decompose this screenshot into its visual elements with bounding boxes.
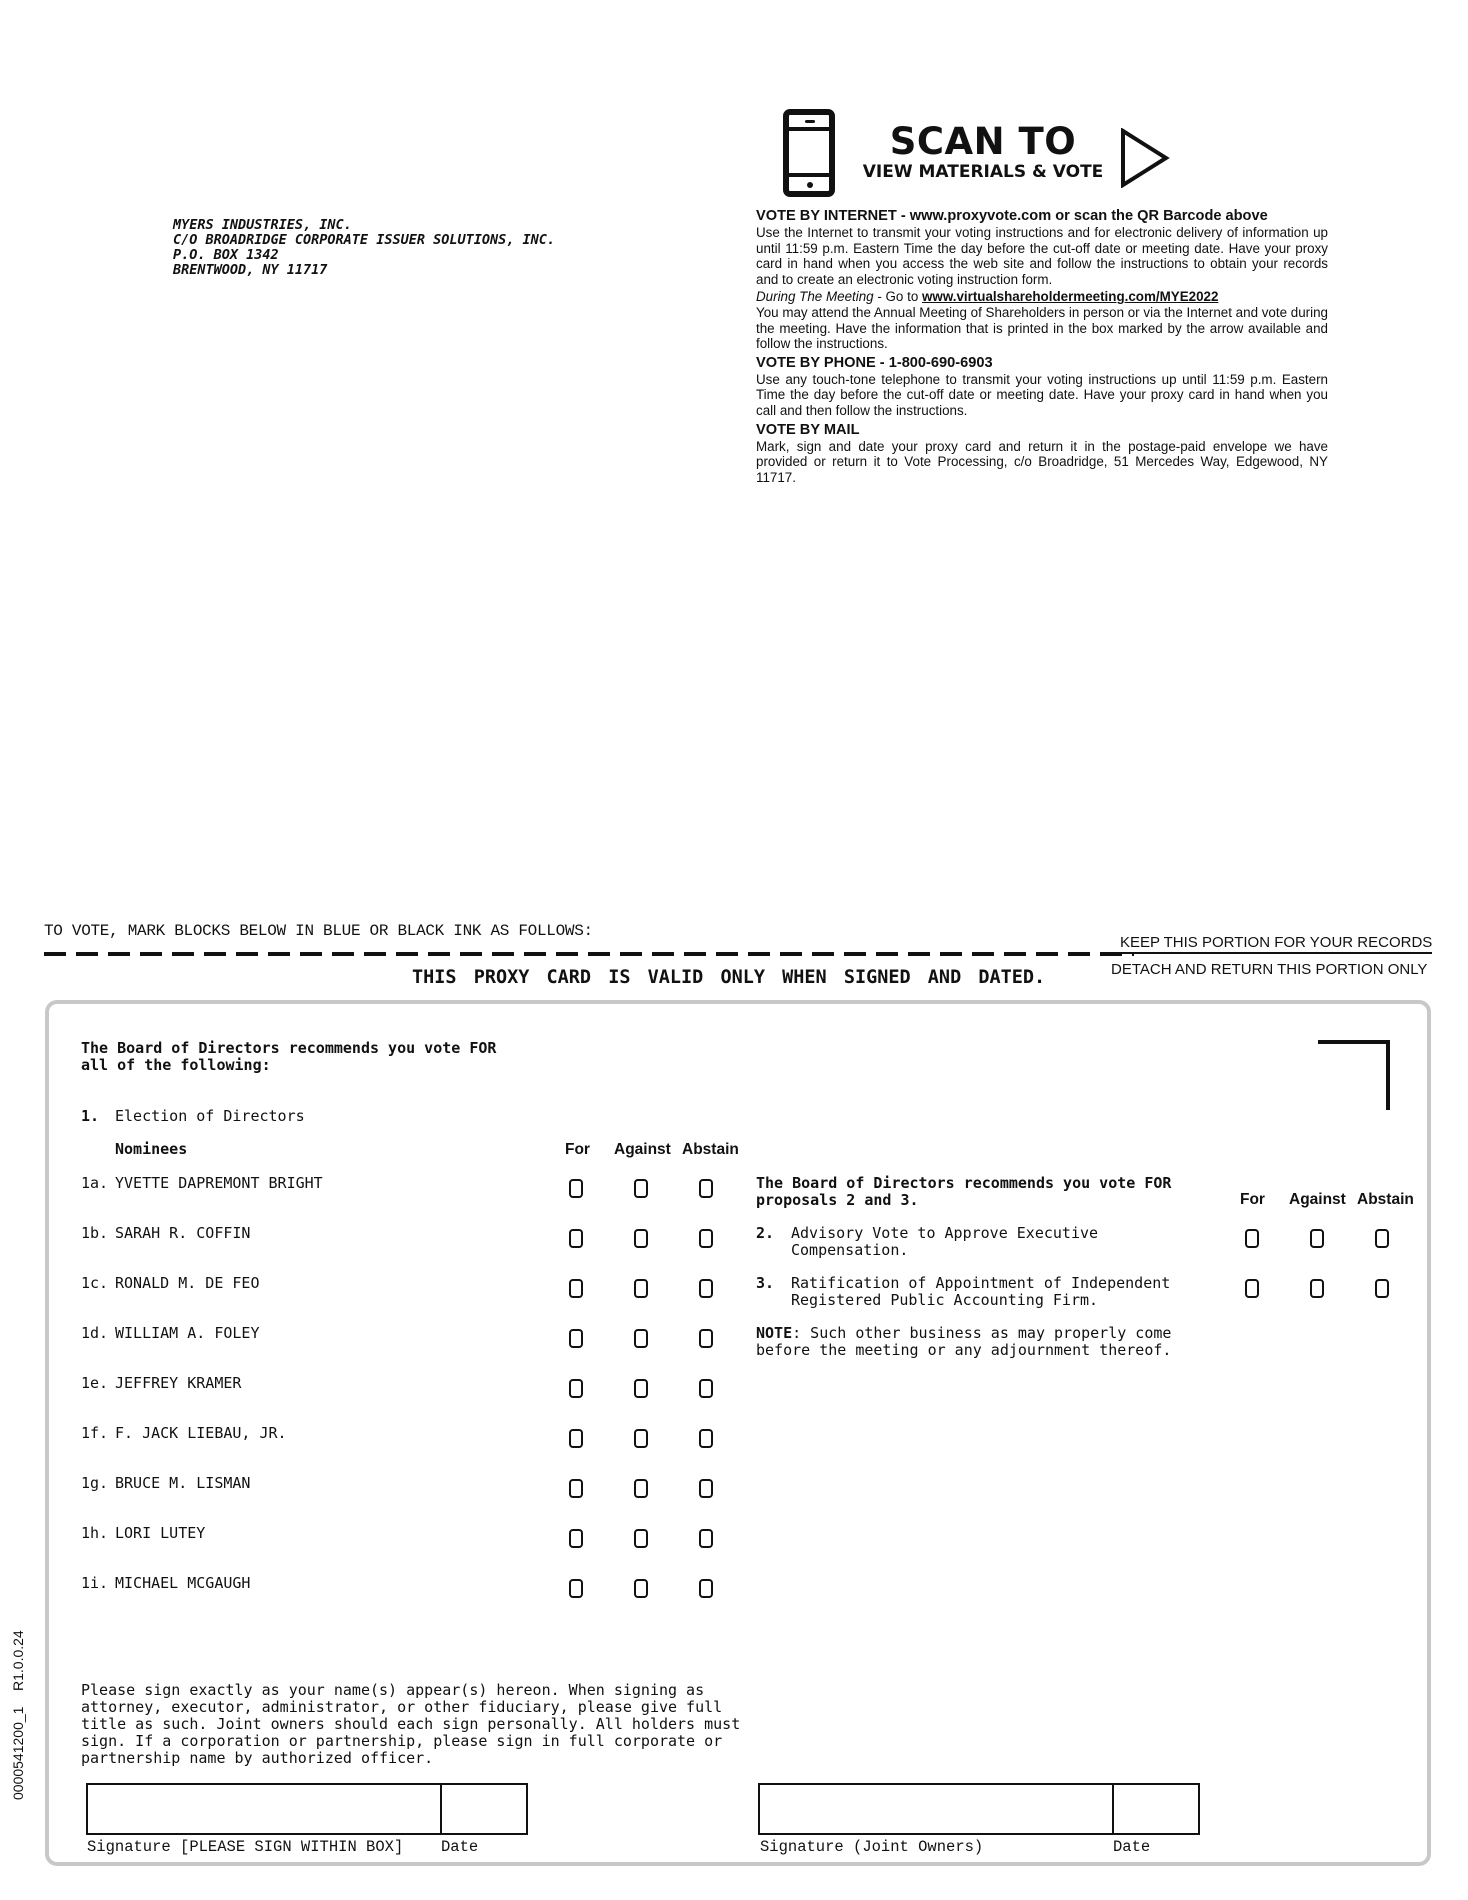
note-label: NOTE — [756, 1324, 793, 1342]
joint-date-box[interactable] — [1112, 1783, 1200, 1835]
nominee-for-checkbox[interactable] — [569, 1329, 583, 1348]
item-1-label: Election of Directors — [115, 1107, 305, 1125]
signature-box[interactable] — [86, 1783, 442, 1835]
nominee-against-checkbox[interactable] — [634, 1329, 648, 1348]
item-1-number: 1. — [81, 1107, 100, 1125]
joint-date-label: Date — [1113, 1838, 1151, 1856]
nominee-against-checkbox[interactable] — [634, 1179, 648, 1198]
address-line: BRENTWOOD, NY 11717 — [173, 262, 328, 278]
nominee-against-checkbox[interactable] — [634, 1529, 648, 1548]
sign-instruction-line: title as such. Joint owners should each sign personally. All holders must — [81, 1715, 741, 1733]
proposal-3-text: Ratification of Appointment of Independent — [791, 1274, 1171, 1292]
nominee-code: 1i. — [81, 1574, 109, 1592]
sign-instruction-line: sign. If a corporation or partnership, please sign in full corporate or — [81, 1732, 723, 1750]
nominee-name: SARAH R. COFFIN — [115, 1224, 251, 1242]
nominee-against-checkbox[interactable] — [634, 1429, 648, 1448]
proposal-3-for-checkbox[interactable] — [1245, 1279, 1259, 1298]
nominee-code: 1c. — [81, 1274, 109, 1292]
note-text-cont: before the meeting or any adjournment thereof. — [756, 1341, 1172, 1359]
nominee-against-checkbox[interactable] — [634, 1579, 648, 1598]
mailing-address — [173, 218, 555, 278]
nominee-name: JEFFREY KRAMER — [115, 1374, 242, 1392]
scan-subtitle: VIEW MATERIALS & VOTE — [862, 162, 1104, 182]
nominee-code: 1b. — [81, 1224, 109, 1242]
proposal-3-abstain-checkbox[interactable] — [1375, 1279, 1389, 1298]
col-abstain-header: Abstain — [682, 1141, 739, 1158]
board-recommendation-1-cont: all of the following: — [81, 1056, 271, 1074]
sign-instruction-line: Please sign exactly as your name(s) appear(s) hereon. When signing as — [81, 1681, 705, 1699]
signature-label: Signature [PLEASE SIGN WITHIN BOX] — [87, 1838, 404, 1856]
meeting-text: You may attend the Annual Meeting of Shareholders in person or via the Internet and vote during the meeting. Have the information that is printed in the box marked by the arrow available and follow the instructions. — [756, 304, 1328, 352]
nominee-for-checkbox[interactable] — [569, 1379, 583, 1398]
proposal-2-abstain-checkbox[interactable] — [1375, 1229, 1389, 1248]
nominee-name: YVETTE DAPREMONT BRIGHT — [115, 1174, 323, 1192]
vote-internet-text: Use the Internet to transmit your voting instructions and for electronic delivery of information up until 11:59 p.m. Eastern Time the day before the cut-off date or meeting date. Have your proxy card in hand when you access the web site and follow the instructions to obtain your records and to create an electronic voting instruction form. — [756, 225, 1328, 287]
nominee-name: BRUCE M. LISMAN — [115, 1474, 251, 1492]
nominee-abstain-checkbox[interactable] — [699, 1579, 713, 1598]
col-against-header: Against — [614, 1141, 671, 1158]
board-recommendation-1: The Board of Directors recommends you vote FOR — [81, 1039, 497, 1057]
date-label: Date — [441, 1838, 479, 1856]
nominee-code: 1g. — [81, 1474, 109, 1492]
nominee-abstain-checkbox[interactable] — [699, 1179, 713, 1198]
nominee-for-checkbox[interactable] — [569, 1479, 583, 1498]
proposal-2-text-cont: Compensation. — [791, 1241, 909, 1259]
address-line: MYERS INDUSTRIES, INC. — [173, 217, 352, 233]
proposal-2-against-checkbox[interactable] — [1310, 1229, 1324, 1248]
nominee-code: 1h. — [81, 1524, 109, 1542]
address-line: C/O BROADRIDGE CORPORATE ISSUER SOLUTIONS, INC. — [173, 232, 556, 248]
note-text — [756, 1325, 1171, 1341]
address-line: P.O. BOX 1342 — [173, 247, 279, 263]
nominee-abstain-checkbox[interactable] — [699, 1329, 713, 1348]
nominee-for-checkbox[interactable] — [569, 1229, 583, 1248]
sign-instruction-line: partnership name by authorized officer. — [81, 1749, 434, 1767]
proposal-2-text: Advisory Vote to Approve Executive — [791, 1224, 1099, 1242]
meeting-line — [756, 289, 1328, 305]
nominee-for-checkbox[interactable] — [569, 1279, 583, 1298]
meeting-label: During The Meeting — [756, 289, 874, 305]
detach-return-label: DETACH AND RETURN THIS PORTION ONLY — [1111, 961, 1428, 978]
signature-date-box[interactable] — [440, 1783, 528, 1835]
proposal-3-number: 3. — [756, 1274, 775, 1292]
proposal-3-text-cont: Registered Public Accounting Firm. — [791, 1291, 1099, 1309]
keep-portion-label: KEEP THIS PORTION FOR YOUR RECORDS — [1120, 934, 1432, 954]
scan-title: SCAN TO — [889, 120, 1077, 163]
document-code: 0000541200_1 R1.0.0.24 — [10, 1630, 26, 1800]
nominee-abstain-checkbox[interactable] — [699, 1379, 713, 1398]
joint-signature-label: Signature (Joint Owners) — [760, 1838, 984, 1856]
to-vote-instruction: TO VOTE, MARK BLOCKS BELOW IN BLUE OR BLACK INK AS FOLLOWS: — [44, 922, 593, 940]
meeting-goto: - Go to — [873, 289, 922, 305]
proposal-2-number: 2. — [756, 1224, 775, 1242]
nominee-against-checkbox[interactable] — [634, 1479, 648, 1498]
vote-mail-text: Mark, sign and date your proxy card and return it in the postage-paid envelope we have provided or return it to Vote Processing, c/o Broadridge, 51 Mercedes Way, Edgewood, NY 11717. — [756, 438, 1328, 485]
nominee-abstain-checkbox[interactable] — [699, 1229, 713, 1248]
nominee-against-checkbox[interactable] — [634, 1229, 648, 1248]
nominee-code: 1e. — [81, 1374, 109, 1392]
nominee-abstain-checkbox[interactable] — [699, 1429, 713, 1448]
board-recommendation-2-cont: proposals 2 and 3. — [756, 1191, 919, 1209]
nominee-against-checkbox[interactable] — [634, 1379, 648, 1398]
note-line-1: : Such other business as may properly come — [792, 1324, 1172, 1342]
nominee-code: 1d. — [81, 1324, 109, 1342]
voting-instructions — [756, 208, 1328, 485]
nominee-abstain-checkbox[interactable] — [699, 1479, 713, 1498]
nominee-abstain-checkbox[interactable] — [699, 1279, 713, 1298]
nominee-for-checkbox[interactable] — [569, 1429, 583, 1448]
smartphone-icon — [783, 109, 835, 197]
nominee-code: 1f. — [81, 1424, 109, 1442]
nominee-name: F. JACK LIEBAU, JR. — [115, 1424, 287, 1442]
nominee-code: 1a. — [81, 1174, 109, 1192]
valid-notice: THIS PROXY CARD IS VALID ONLY WHEN SIGNED AND DATED. — [412, 967, 1046, 988]
nominees-heading: Nominees — [115, 1140, 188, 1158]
col-for-header: For — [565, 1141, 590, 1158]
nominee-name: RONALD M. DE FEO — [115, 1274, 260, 1292]
nominee-for-checkbox[interactable] — [569, 1579, 583, 1598]
detach-dashed-line — [44, 952, 1134, 956]
col-abstain-header-2: Abstain — [1357, 1191, 1414, 1208]
vote-phone-heading: VOTE BY PHONE - 1-800-690-6903 — [756, 354, 993, 371]
col-for-header-2: For — [1240, 1191, 1265, 1208]
nominee-name: LORI LUTEY — [115, 1524, 206, 1542]
sign-instruction-line: attorney, executor, administrator, or other fiduciary, please give full — [81, 1698, 723, 1716]
play-arrow-icon — [1120, 128, 1170, 188]
proposal-3-against-checkbox[interactable] — [1310, 1279, 1324, 1298]
joint-signature-box[interactable] — [758, 1783, 1114, 1835]
board-recommendation-2: The Board of Directors recommends you vote FOR — [756, 1174, 1172, 1192]
nominee-for-checkbox[interactable] — [569, 1179, 583, 1198]
nominee-for-checkbox[interactable] — [569, 1529, 583, 1548]
nominee-abstain-checkbox[interactable] — [699, 1529, 713, 1548]
vote-mail-heading: VOTE BY MAIL — [756, 421, 860, 438]
col-against-header-2: Against — [1289, 1191, 1346, 1208]
proposal-2-for-checkbox[interactable] — [1245, 1229, 1259, 1248]
meeting-link[interactable]: www.virtualshareholdermeeting.com/MYE2022 — [921, 289, 1219, 305]
vote-phone-text: Use any touch-tone telephone to transmit your voting instructions up until 11:59 p.m. Eastern Time the day before the cut-off date or meeting date. Have your proxy card in hand when you call and then follow the instructions. — [756, 371, 1328, 418]
nominee-name: MICHAEL MCGAUGH — [115, 1574, 251, 1592]
nominee-name: WILLIAM A. FOLEY — [115, 1324, 260, 1342]
nominee-against-checkbox[interactable] — [634, 1279, 648, 1298]
corner-mark — [1318, 1040, 1390, 1110]
vote-internet-heading: VOTE BY INTERNET - www.proxyvote.com or scan the QR Barcode above — [756, 208, 1268, 224]
